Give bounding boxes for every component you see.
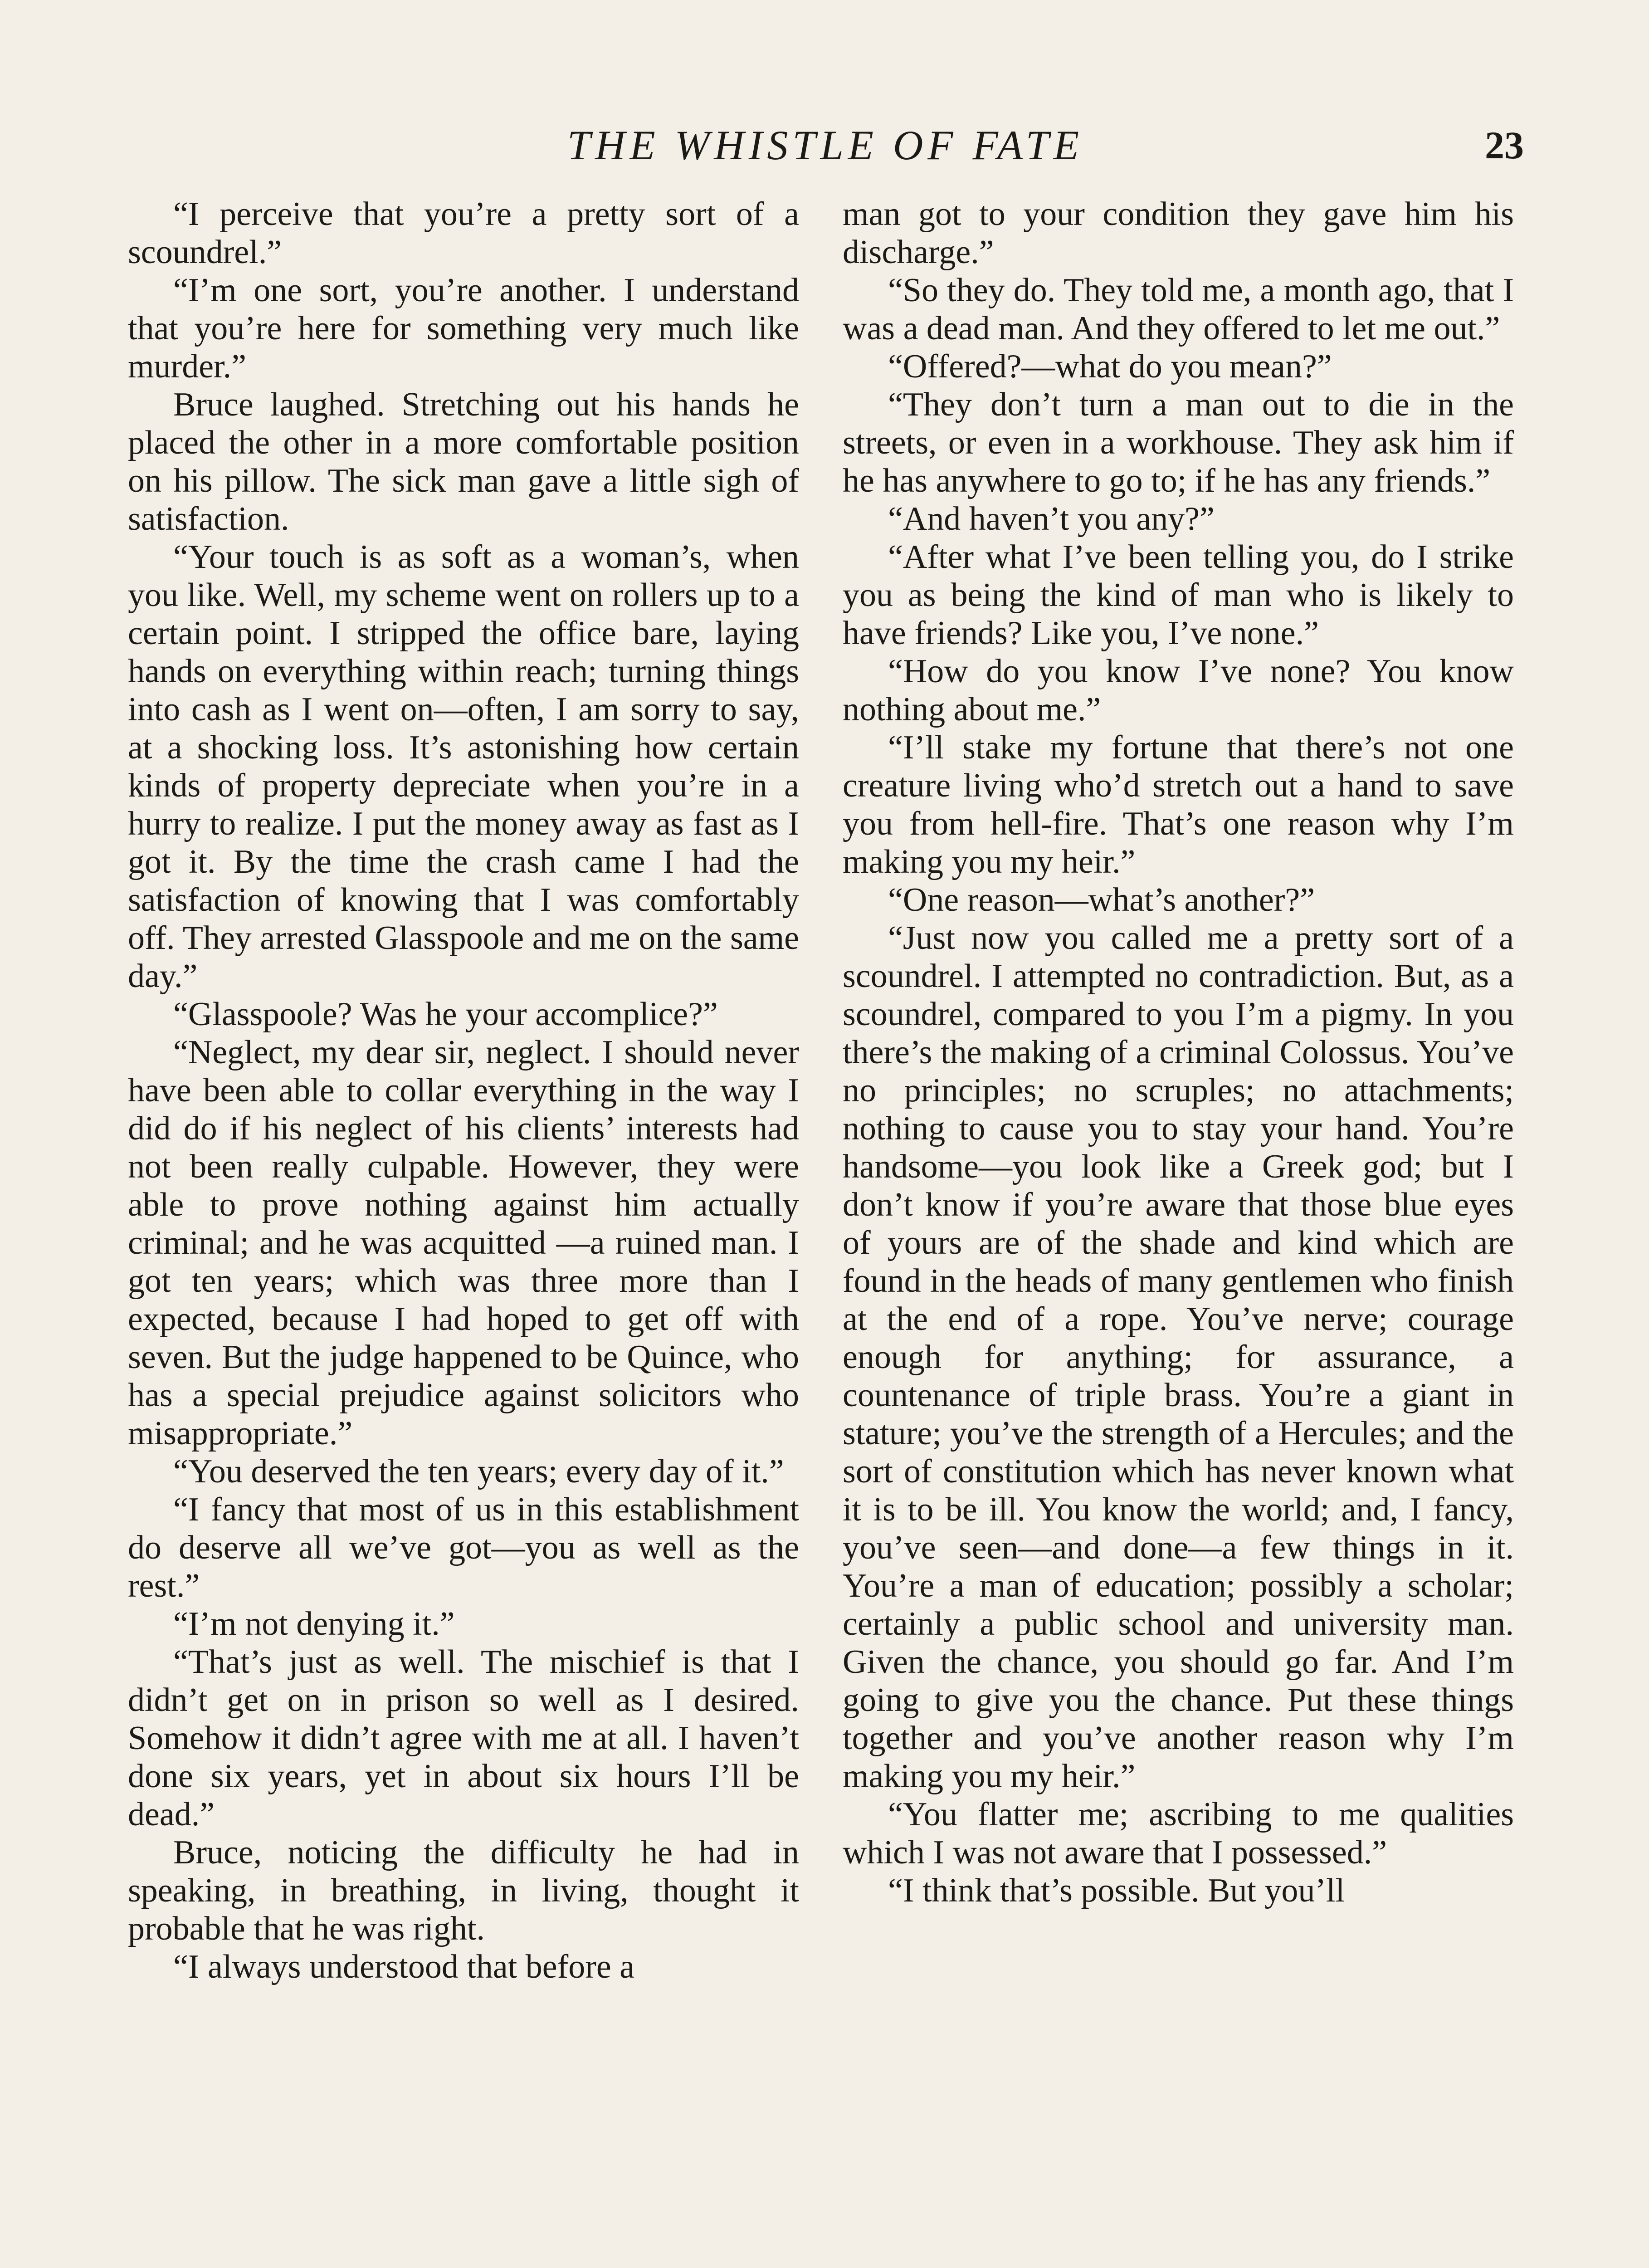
paragraph: “After what I’ve been telling you, do I strike you as being the kind of man who is likely to have friends? Like you, I’ve none.” [843,538,1514,652]
paragraph: Bruce laughed. Stretching out his hands he placed the other in a more comfortable position on his pillow. The sick man gave a little sigh of satisfaction. [128,386,799,538]
paragraph: “I’m one sort, you’re another. I understand that you’re here for something very much like murder.” [128,272,799,385]
paragraph: Bruce, noticing the difficulty he had in speaking, in breathing, in living, thought it probable that he was right. [128,1834,799,1947]
paragraph: “I always understood that before a [173,1948,635,1985]
paragraph: “I fancy that most of us in this establishment do deserve all we’ve got—you as well as the rest.” [128,1491,799,1604]
paragraph: “That’s just as well. The mischief is that I didn’t get on in prison so well as I desired. Somehow it didn’t agree with me at all. I haven’t done six years, yet in about six hours I’ll be dead.” [128,1643,799,1833]
paragraph: “I’m not denying it.” [173,1605,455,1642]
running-title: THE WHISTLE OF FATE [567,122,1084,168]
paragraph: “So they do. They told me, a month ago, that I was a dead man. And they offered to let me out.” [843,272,1514,347]
paragraph: “You deserved the ten years; every day of it.” [173,1453,784,1490]
paragraph: “I think that’s possible. But you’ll [888,1872,1345,1909]
right-text-column [843,195,1514,2268]
paragraph: “One reason—what’s another?” [888,881,1315,919]
paragraph: “Just now you called me a pretty sort of a scoundrel. I attempted no contradiction. But, as a scoundrel, compared to you I’m a pigmy. In you there’s the making of a criminal Colossus. You’ve no principles; no scruples; no attachments; nothing to cause you to stay your hand. You’re handsome—you look like a Greek god; but I don’t know if you’re aware that those blue eyes of yours are of the shade and kind which are found in the heads of many gentlemen who finish at the end of a rope. You’ve nerve; courage enough for anything; for assurance, a countenance of triple brass. You’re a giant in stature; you’ve the strength of a Hercules; and the sort of constitution which has never known what it is to be ill. You know the world; and, I fancy, you’ve seen—and done—a few things in it. You’re a man of education; possibly a scholar; certainly a public school and university man. Given the chance, you should go far. And I’m going to give you the chance. Put these things together and you’ve another reason why I’m making you my heir.” [843,919,1514,1795]
left-text-column [128,195,799,2268]
paragraph: “Glasspoole? Was he your accomplice?” [173,996,718,1033]
paragraph: “How do you know I’ve none? You know nothing about me.” [843,653,1514,728]
paragraph: “I’ll stake my fortune that there’s not one creature living who’d stretch out a hand to save you from hell-fire. That’s one reason why I’m making you my heir.” [843,729,1514,880]
paragraph: “You flatter me; ascribing to me qualities which I was not aware that I possessed.” [843,1796,1514,1871]
paragraph: “Your touch is as soft as a woman’s, when you like. Well, my scheme went on rollers up to a certain point. I stripped the office bare, laying hands on everything within reach; turning things into cash as I went on—often, I am sorry to say, at a shocking loss. It’s astonishing how certain kinds of property depreciate when you’re in a hurry to realize. I put the money away as fast as I got it. By the time the crash came I had the satisfaction of knowing that I was comfortably off. They arrested Glasspoole and me on the same day.” [128,538,799,995]
paragraph: “Neglect, my dear sir, neglect. I should never have been able to collar everything in the way I did do if his neglect of his clients’ interests had not been really culpable. However, they were able to prove nothing against him actually criminal; and he was acquitted —a ruined man. I got ten years; which was three more than I expected, because I had hoped to get off with seven. But the judge happened to be Quince, who has a special prejudice against solicitors who misappropriate.” [128,1034,799,1452]
paragraph: “And haven’t you any?” [888,500,1215,538]
running-head [127,118,1524,172]
paragraph: man got to your condition they gave him his discharge.” [843,196,1514,271]
page-number: 23 [1485,123,1524,167]
paragraph: “They don’t turn a man out to die in the streets, or even in a workhouse. They ask him if he has anywhere to go to; if he has any friends.” [843,386,1514,499]
paragraph: “I perceive that you’re a pretty sort of a scoundrel.” [128,196,799,271]
paragraph: “Offered?—what do you mean?” [888,348,1332,385]
